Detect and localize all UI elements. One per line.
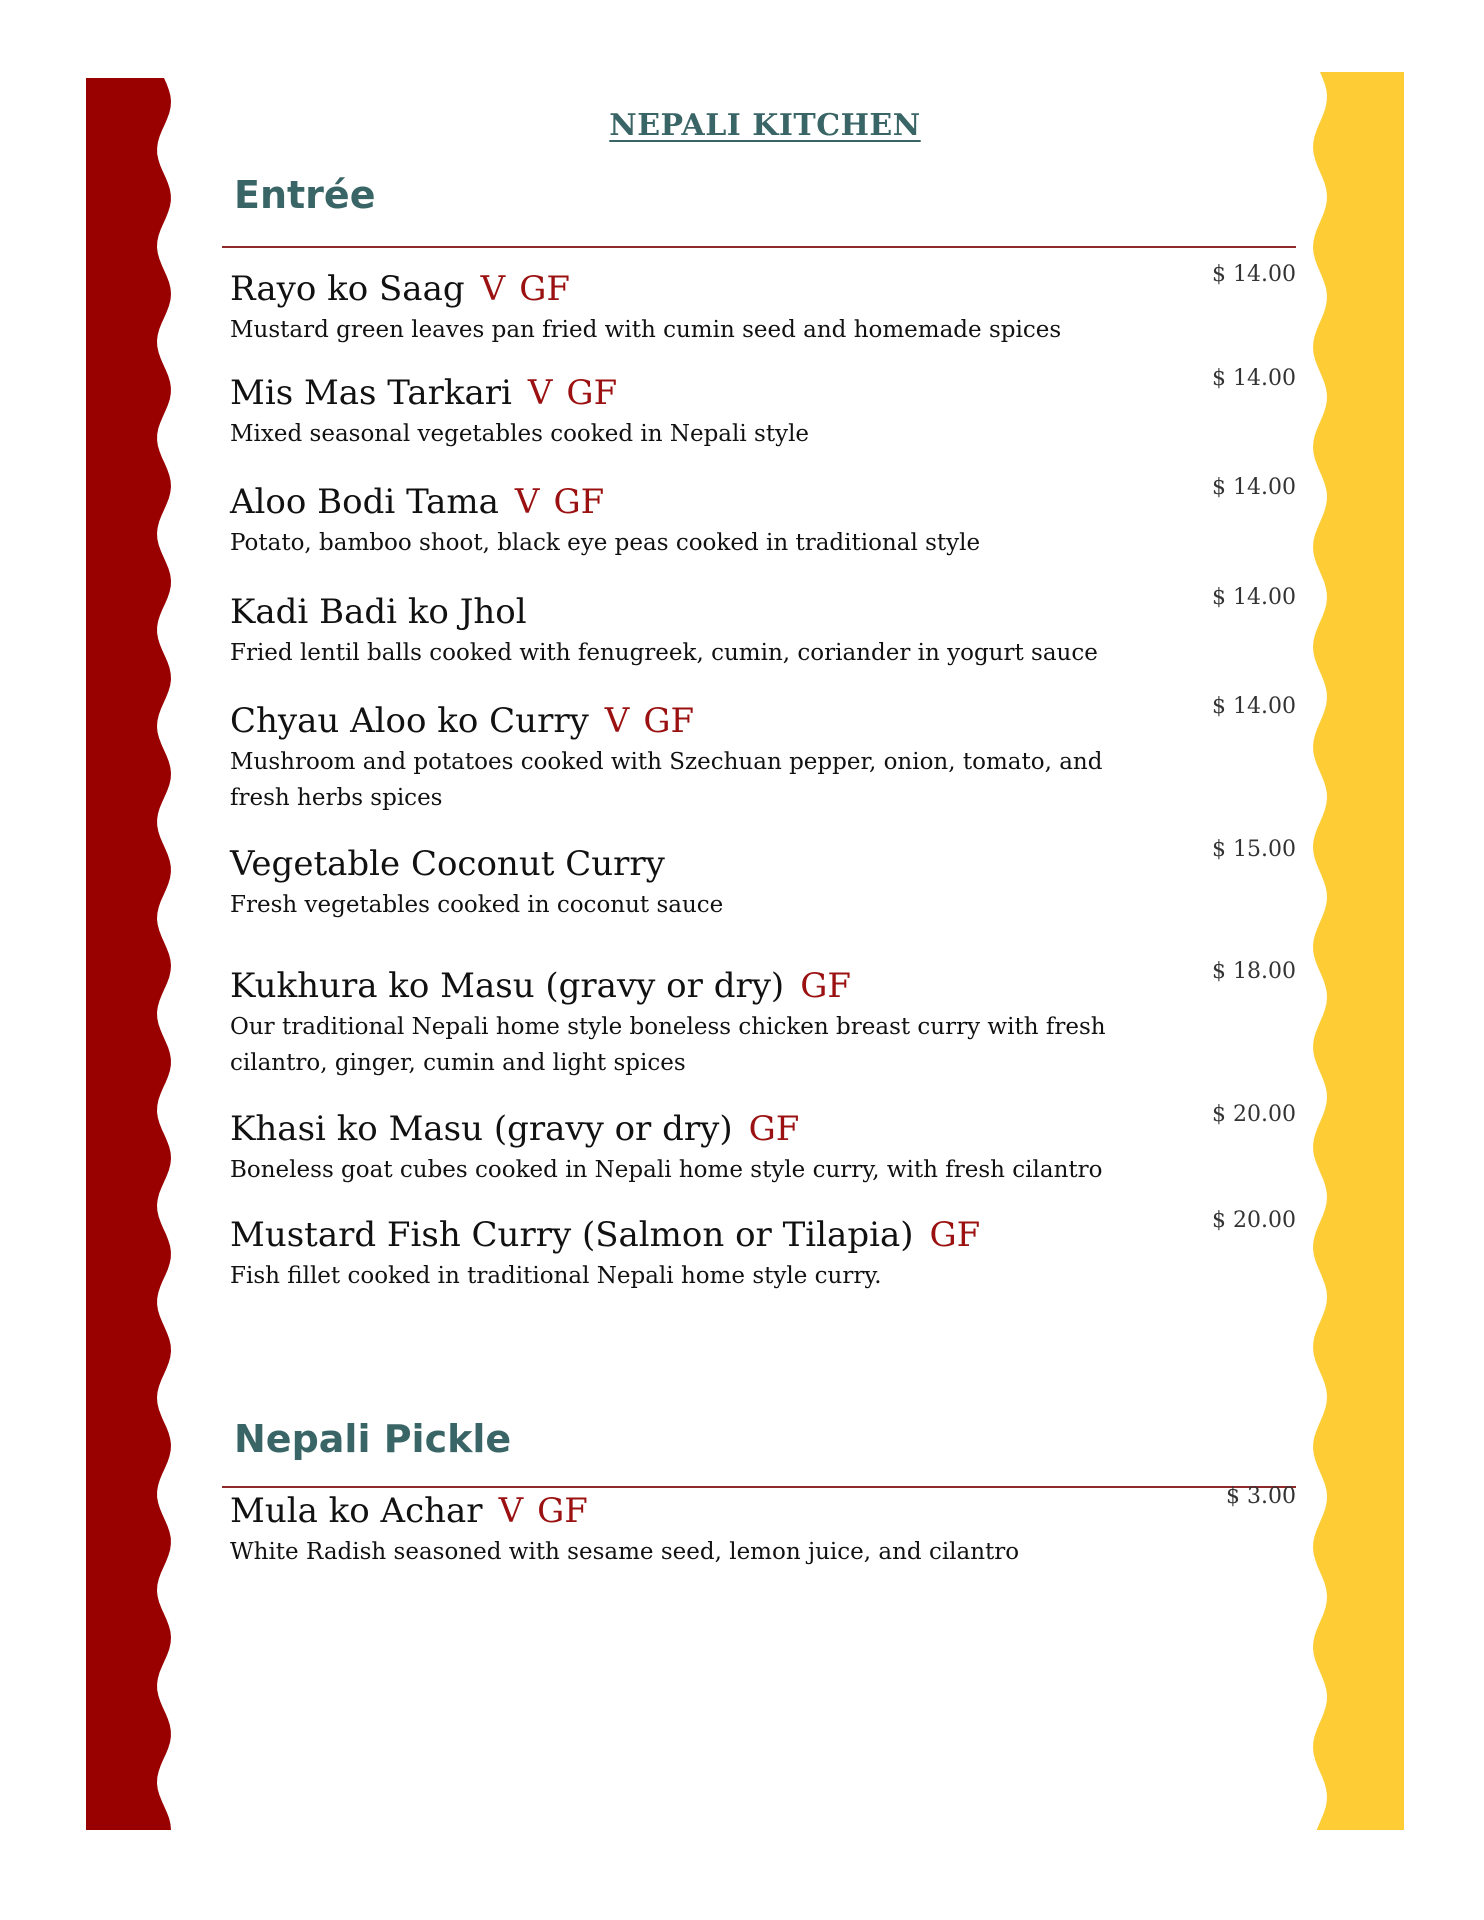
item-name: Kukhura ko Masu (gravy or dry) [230, 966, 785, 1006]
menu-item [230, 366, 1296, 452]
item-name-line [230, 372, 1296, 414]
menu-item [230, 475, 1296, 561]
tag-vegetarian: V [480, 269, 506, 309]
item-name-line [230, 481, 1296, 523]
menu-item [230, 1208, 1296, 1294]
item-description: White Radish seasoned with sesame seed, lemon juice, and cilantro [230, 1539, 1020, 1565]
tag-gluten-free: GF [537, 1491, 588, 1531]
menu-item [230, 262, 1296, 348]
menu-item [230, 1102, 1296, 1188]
item-description: Mushroom and potatoes cooked with Szechuan pepper, onion, tomato, and fresh herbs spices [230, 749, 1103, 811]
item-name-line [230, 1490, 1296, 1532]
pickle-divider [222, 1486, 1296, 1488]
item-name: Kadi Badi ko Jhol [230, 592, 527, 632]
entree-heading: Entrée [234, 173, 376, 217]
item-name-line [230, 591, 1296, 633]
tag-gluten-free: GF [553, 482, 605, 522]
entree-section [222, 173, 1296, 248]
menu-title: NEPALI KITCHEN [609, 108, 921, 143]
item-name: Mis Mas Tarkari [230, 373, 512, 413]
item-name: Rayo ko Saag [230, 269, 465, 309]
item-description: Fresh vegetables cooked in coconut sauce [230, 892, 724, 918]
item-price: $ 20.00 [1212, 1102, 1296, 1127]
item-name-line [230, 965, 1296, 1007]
item-price: $ 14.00 [1212, 262, 1296, 287]
item-price: $ 14.00 [1212, 585, 1296, 610]
menu-item [230, 959, 1296, 1081]
item-name: Aloo Bodi Tama [230, 482, 499, 522]
item-description: Fried lentil balls cooked with fenugreek, cumin, coriander in yogurt sauce [230, 640, 1098, 666]
item-description: Mixed seasonal vegetables cooked in Nepali style [230, 421, 810, 447]
item-name: Mula ko Achar [230, 1491, 483, 1531]
menu-item [230, 837, 1296, 923]
item-name-line [230, 268, 1296, 310]
tag-gluten-free: GF [929, 1215, 981, 1255]
tag-vegetarian: V [514, 482, 540, 522]
item-description: Potato, bamboo shoot, black eye peas cooked in traditional style [230, 530, 981, 556]
item-description: Fish fillet cooked in traditional Nepali home style curry. [230, 1263, 882, 1289]
tag-gluten-free: GF [800, 966, 851, 1006]
tag-gluten-free: GF [748, 1109, 800, 1149]
menu-item [230, 585, 1296, 671]
item-price: $ 14.00 [1212, 366, 1296, 391]
tag-gluten-free: GF [566, 373, 618, 413]
item-description: Mustard green leaves pan fried with cumin seed and homemade spices [230, 317, 1062, 343]
item-name-line [230, 843, 1296, 885]
entree-divider [222, 246, 1296, 248]
tag-gluten-free: GF [643, 701, 695, 741]
item-price: $ 20.00 [1212, 1208, 1296, 1233]
right-wavy-border [1308, 72, 1404, 1830]
pickle-heading: Nepali Pickle [234, 1417, 512, 1461]
tag-vegetarian: V [527, 373, 553, 413]
tag-vegetarian: V [604, 701, 630, 741]
item-name: Vegetable Coconut Curry [230, 844, 665, 884]
item-name-line [230, 1214, 1296, 1256]
item-price: $ 3.00 [1226, 1484, 1296, 1509]
tag-vegetarian: V [498, 1491, 524, 1531]
item-price: $ 14.00 [1212, 694, 1296, 719]
item-price: $ 18.00 [1212, 959, 1296, 984]
item-name: Chyau Aloo ko Curry [230, 701, 589, 741]
menu-item [230, 694, 1296, 816]
item-name: Khasi ko Masu (gravy or dry) [230, 1109, 733, 1149]
tag-gluten-free: GF [519, 269, 570, 309]
item-price: $ 15.00 [1212, 837, 1296, 862]
item-name-line [230, 1108, 1296, 1150]
left-wavy-border [86, 78, 176, 1830]
pickle-section [222, 1417, 1296, 1488]
item-name: Mustard Fish Curry (Salmon or Tilapia) [230, 1215, 914, 1255]
item-price: $ 14.00 [1212, 475, 1296, 500]
item-description: Boneless goat cubes cooked in Nepali home style curry, with fresh cilantro [230, 1157, 1103, 1183]
item-description: Our traditional Nepali home style boneless chicken breast curry with fresh cilantro, ginger, cumin and light spices [230, 1014, 1106, 1076]
menu-item [230, 1484, 1296, 1570]
item-name-line [230, 700, 1296, 742]
